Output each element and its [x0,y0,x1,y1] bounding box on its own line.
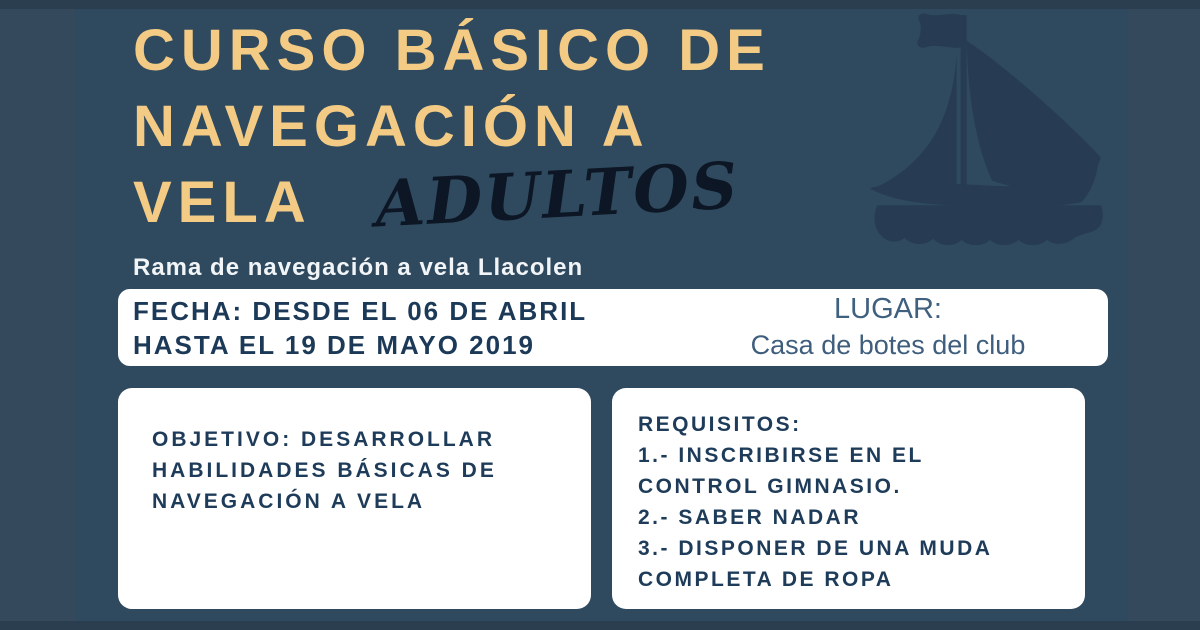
objetivo-line-1: OBJETIVO: DESARROLLAR [152,428,496,451]
fecha-line-2: HASTA EL 19 DE MAYO 2019 [133,330,536,360]
lugar-value: Casa de botes del club [750,330,1026,360]
objetivo-line-3: NAVEGACIÓN A VELA [152,490,426,513]
requisitos-line-1: REQUISITOS: [638,413,802,436]
requisitos-line-6: COMPLETA DE ROPA [638,568,894,591]
requisitos-line-5: 3.- DISPONER DE UNA MUDA [638,537,993,560]
requisitos-line-3: CONTROL GIMNASIO. [638,475,902,498]
lugar-label: LUGAR: [834,293,942,325]
bottom-border-strip [0,621,1200,630]
objetivo-box [118,388,591,609]
top-border-strip [0,0,1200,9]
requisitos-line-4: 2.- SABER NADAR [638,506,862,529]
lugar-text [698,291,1078,364]
fecha-text [133,294,587,362]
requisitos-box [612,388,1085,609]
fecha-line-1: FECHA: DESDE EL 06 DE ABRIL [133,296,588,326]
requisitos-line-2: 1.- INSCRIBIRSE EN EL [638,444,924,467]
poster-canvas [75,9,1128,621]
sailboat-icon [863,9,1107,249]
objetivo-line-2: HABILIDADES BÁSICAS DE [152,459,497,482]
title-line-3: VELA [133,170,312,235]
poster-subtitle: Rama de navegación a vela Llacolen [133,254,584,281]
title-line-1: CURSO BÁSICO DE [133,18,771,83]
date-location-bar [118,289,1108,366]
title-overlay-adultos: ADULTOS [373,148,742,243]
title-line-2: NAVEGACIÓN A [133,94,650,159]
